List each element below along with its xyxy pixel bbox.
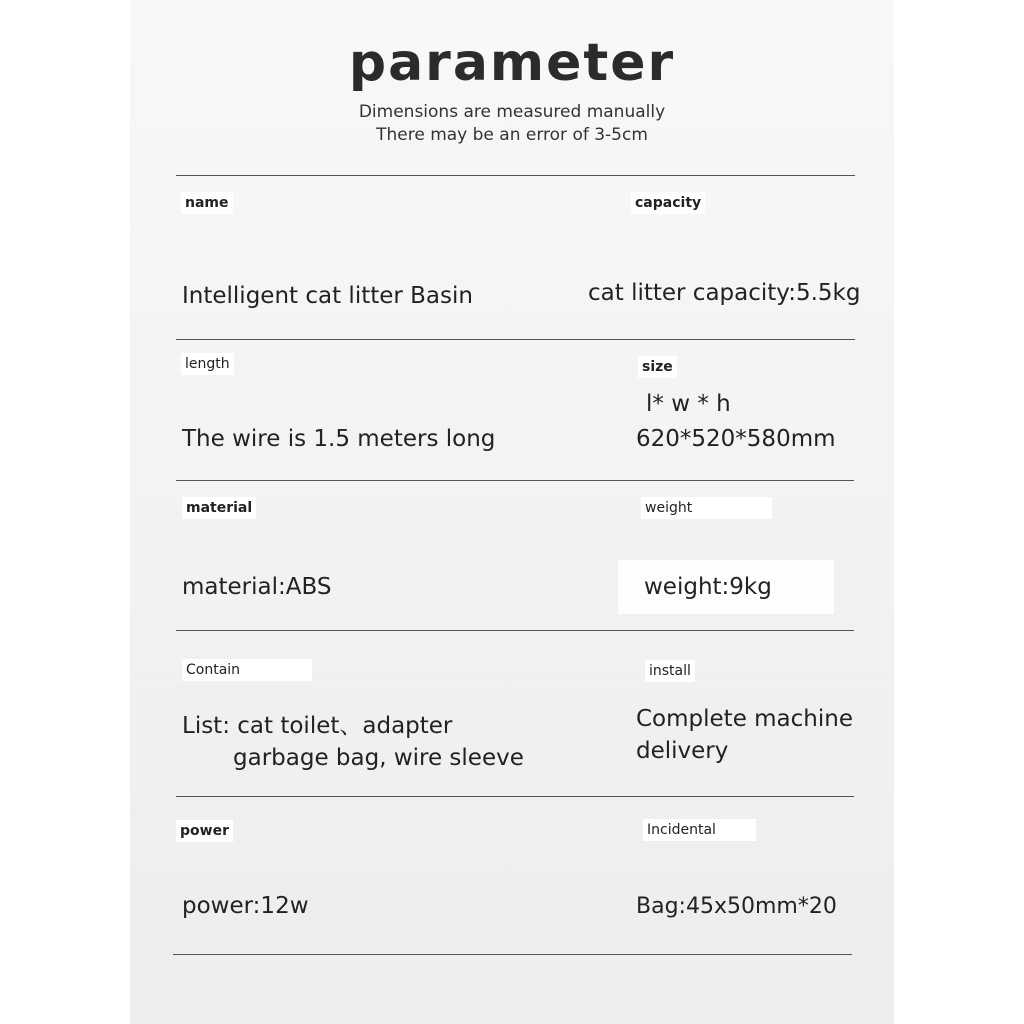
spec-value-weight: weight:9kg	[618, 560, 834, 614]
divider	[176, 796, 854, 797]
spec-value-size-dimensions: 620*520*580mm	[636, 426, 836, 452]
spec-label-weight: weight	[641, 497, 772, 519]
spec-value-contain-line1: List: cat toilet、adapter	[182, 713, 453, 739]
spec-value-size-axes: l* w * h	[646, 391, 731, 417]
divider	[173, 954, 852, 955]
spec-label-incidental: Incidental	[643, 819, 756, 841]
divider	[176, 480, 854, 481]
spec-value-incidental: Bag:45x50mm*20	[636, 894, 837, 919]
spec-value-install-line2: delivery	[636, 738, 729, 764]
spec-label-contain: Contain	[182, 659, 312, 681]
spec-value-length: The wire is 1.5 meters long	[182, 426, 496, 452]
spec-label-material: material	[182, 497, 256, 519]
spec-label-power: power	[176, 820, 233, 842]
spec-value-material: material:ABS	[182, 574, 332, 600]
spec-label-capacity: capacity	[631, 192, 705, 214]
divider	[176, 175, 855, 176]
spec-value-contain-line2: garbage bag, wire sleeve	[233, 745, 524, 771]
spec-label-install: install	[645, 660, 695, 682]
divider	[176, 630, 854, 631]
page-title: parameter	[348, 33, 676, 93]
error-note: There may be an error of 3-5cm	[376, 125, 648, 145]
spec-label-length: length	[181, 353, 234, 375]
measurement-note: Dimensions are measured manually	[358, 102, 666, 122]
spec-value-install-line1: Complete machine	[636, 706, 853, 732]
divider	[176, 339, 855, 340]
spec-value-power: power:12w	[182, 893, 309, 919]
spec-label-size: size	[638, 356, 677, 378]
spec-value-name: Intelligent cat litter Basin	[182, 283, 473, 309]
spec-value-capacity: cat litter capacity:5.5kg	[588, 280, 861, 306]
spec-label-name: name	[181, 192, 233, 214]
